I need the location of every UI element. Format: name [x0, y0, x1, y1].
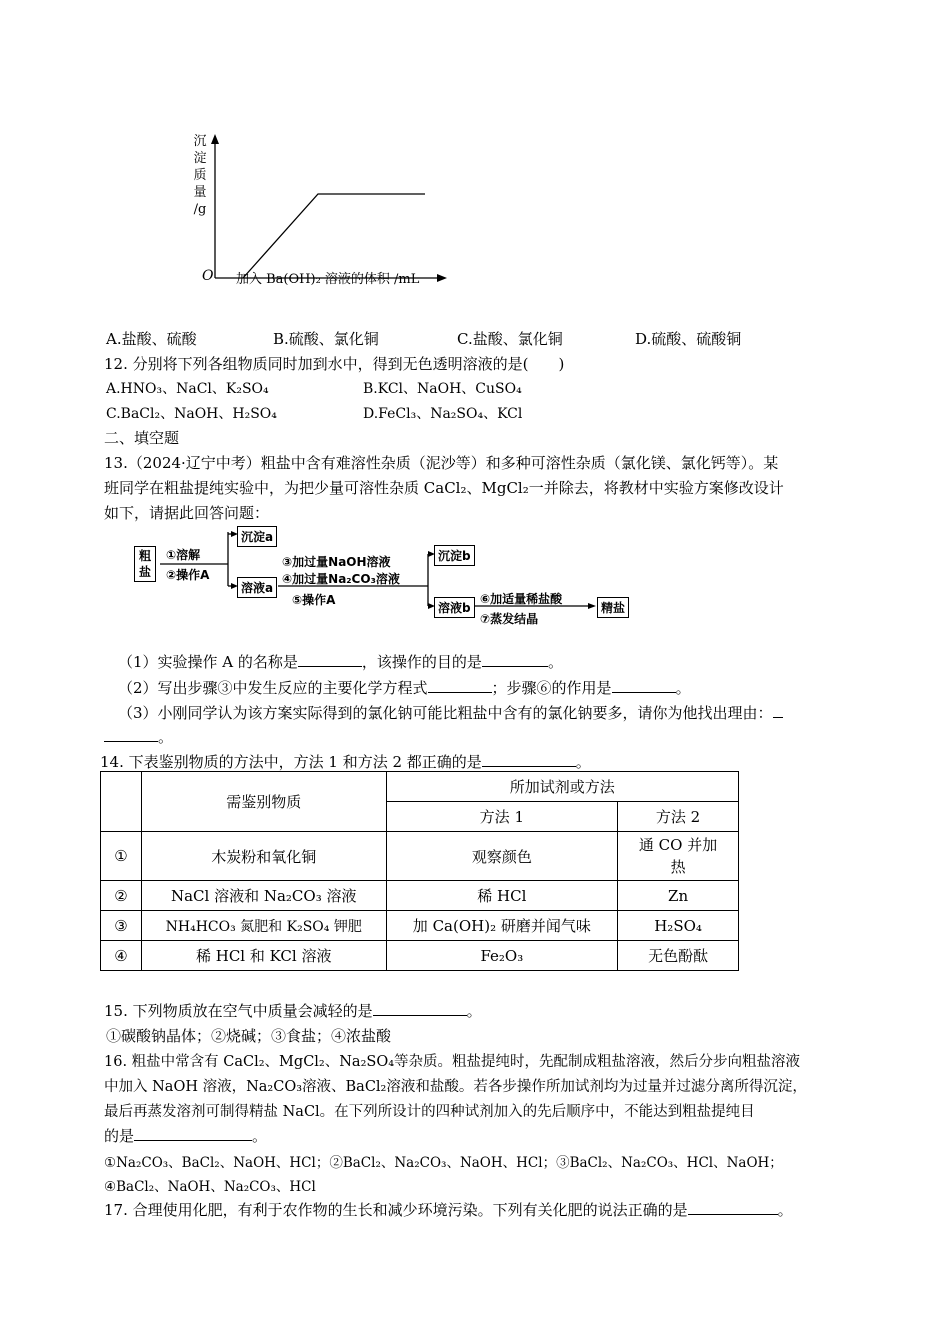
row-substance: 木炭粉和氧化铜	[141, 832, 386, 881]
q16-line4-text: 的是	[104, 1127, 135, 1145]
row-number: ②	[101, 881, 142, 911]
q13-line-2: 班同学在粗盐提纯实验中，为把少量可溶性杂质 CaCl₂、MgCl₂一并除去，将教材中实验方案修改设计	[104, 479, 784, 497]
q15-options: ①碳酸钠晶体；②烧碱；③食盐；④浓盐酸	[106, 1027, 392, 1045]
table-header-method-1: 方法 1	[386, 802, 618, 832]
q13-sub1-text: ，该操作的目的是	[361, 653, 482, 671]
table-row	[101, 911, 739, 941]
answer-blank[interactable]	[482, 652, 548, 667]
identification-table	[100, 771, 739, 971]
q14-stem-text: 14. 下表鉴别物质的方法中，方法 1 和方法 2 都正确的是	[100, 753, 482, 771]
q17-stem	[104, 1199, 793, 1220]
q12-option-a: A.HNO₃、NaCl、K₂SO₄	[106, 381, 269, 397]
ylabel-char: /g	[193, 202, 207, 217]
y-axis-arrow	[211, 134, 219, 144]
q15-stem-text: 15. 下列物质放在空气中质量会减轻的是	[104, 1002, 373, 1020]
table-header-substance: 需鉴别物质	[141, 772, 386, 832]
section-heading: 二、填空题	[104, 429, 180, 447]
ylabel-char: 质	[193, 168, 207, 183]
q15-stem-end: 。	[466, 1002, 482, 1020]
crude-salt-char: 盐	[138, 565, 151, 579]
ylabel-char: 沉	[193, 134, 207, 149]
q16-line-5: ①Na₂CO₃、BaCl₂、NaOH、HCl；②BaCl₂、Na₂CO₃、NaOH、HCl；③BaCl₂、Na₂CO₃、HCl、NaOH；	[104, 1155, 783, 1171]
q13-sub-2	[118, 677, 691, 698]
q11-option-d: D.硫酸、硫酸铜	[635, 330, 742, 348]
q16-line-4	[104, 1125, 267, 1146]
q13-line-3: 如下，请据此回答问题：	[104, 504, 270, 522]
answer-blank[interactable]	[482, 752, 576, 767]
answer-blank[interactable]	[773, 703, 783, 718]
row-method-2: Zn	[618, 881, 739, 911]
q16-line4-end: 。	[252, 1127, 268, 1145]
q13-sub2-text: 。	[675, 679, 691, 697]
graph-xlabel: 加入 Ba(OH)₂ 溶液的体积 /mL	[236, 272, 420, 287]
q12-option-b: B.KCl、NaOH、CuSO₄	[363, 381, 522, 397]
step-2-label: ②操作A	[166, 568, 210, 582]
step-6-label: ⑥加适量稀盐酸	[480, 592, 563, 606]
precipitate-a-box: 沉淀a	[237, 526, 277, 547]
row-method-2: H₂SO₄	[618, 911, 739, 941]
precipitate-curve	[243, 194, 425, 278]
answer-blank[interactable]	[298, 652, 362, 667]
step-1-label: ①溶解	[166, 548, 201, 562]
ylabel-char: 量	[193, 185, 207, 200]
ylabel-char: 淀	[193, 151, 207, 166]
q11-option-a: A.盐酸、硫酸	[106, 330, 197, 348]
q16-line-3: 最后再蒸发溶剂可制得精盐 NaCl。在下列所设计的四种试剂加入的先后顺序中，不能达到粗盐提纯目	[104, 1104, 755, 1120]
q11-option-c: C.盐酸、氯化铜	[457, 330, 563, 348]
row-method-1: 观察颜色	[386, 832, 618, 881]
row-method-1: 加 Ca(OH)₂ 研磨并闻气味	[386, 911, 618, 941]
graph-origin: O	[202, 268, 214, 284]
answer-blank[interactable]	[428, 678, 492, 693]
q12-option-c: C.BaCl₂、NaOH、H₂SO₄	[106, 406, 277, 422]
step-4-label: ④加过量Na₂CO₃溶液	[282, 572, 400, 586]
q13-sub-1	[118, 651, 563, 672]
q17-stem-text: 17. 合理使用化肥，有利于农作物的生长和减少环境污染。下列有关化肥的说法正确的是	[104, 1201, 688, 1219]
q15-stem	[104, 1000, 482, 1021]
answer-blank[interactable]	[373, 1001, 467, 1016]
row-number: ①	[101, 832, 142, 881]
q13-sub2-text: （2）写出步骤③中发生反应的主要化学方程式	[118, 679, 428, 697]
table-header-method-2: 方法 2	[618, 802, 739, 832]
q13-sub2-text: ；步骤⑥的作用是	[491, 679, 612, 697]
solution-b-box: 溶液b	[434, 597, 475, 618]
step-3-label: ③加过量NaOH溶液	[282, 555, 391, 569]
step-7-label: ⑦蒸发结晶	[480, 612, 539, 626]
q11-option-b: B.硫酸、氯化铜	[273, 330, 379, 348]
table-header-reagent: 所加试剂或方法	[386, 772, 738, 802]
row-method-1: Fe₂O₃	[386, 941, 618, 971]
q13-sub-3	[118, 702, 783, 723]
solution-a-box: 溶液a	[237, 577, 277, 598]
q17-stem-end: 。	[777, 1201, 793, 1219]
row-method-1: 稀 HCl	[386, 881, 618, 911]
answer-blank[interactable]	[612, 678, 676, 693]
q16-line-1: 16. 粗盐中常含有 CaCl₂、MgCl₂、Na₂SO₄等杂质。粗盐提纯时，先配制成粗盐溶液，然后分步向粗盐溶液	[104, 1054, 801, 1070]
x-axis-arrow	[437, 274, 447, 282]
q13-sub1-text: （1）实验操作 A 的名称是	[118, 653, 298, 671]
table-row	[101, 881, 739, 911]
q13-line-1: 13.（2024·辽宁中考）粗盐中含有难溶性杂质（泥沙等）和多种可溶性杂质（氯化镁、氯化钙等）。某	[104, 454, 779, 472]
q13-sub3-end: 。	[158, 728, 174, 746]
q13-sub1-text: 。	[547, 653, 563, 671]
crude-salt-box	[134, 546, 156, 582]
q16-line-2: 中加入 NaOH 溶液，Na₂CO₃溶液、BaCl₂溶液和盐酸。若各步操作所加试剂均为过量并过滤分离所得沉淀，	[104, 1079, 807, 1095]
fine-salt-box: 精盐	[597, 597, 629, 618]
q12-option-d: D.FeCl₃、Na₂SO₄、KCl	[363, 406, 523, 422]
table-row	[101, 941, 739, 971]
q16-line-6: ④BaCl₂、NaOH、Na₂CO₃、HCl	[104, 1179, 316, 1195]
row-substance: NH₄HCO₃ 氮肥和 K₂SO₄ 钾肥	[141, 911, 386, 941]
row-substance: NaCl 溶液和 Na₂CO₃ 溶液	[141, 881, 386, 911]
row-method-2: 通 CO 并加热	[618, 832, 739, 881]
q14-stem	[100, 751, 591, 772]
row-method-2: 无色酚酞	[618, 941, 739, 971]
row-number: ③	[101, 911, 142, 941]
q14-stem-end: 。	[575, 753, 591, 771]
q12-stem: 12. 分别将下列各组物质同时加到水中，得到无色透明溶液的是( )	[104, 355, 565, 373]
answer-blank[interactable]	[104, 727, 158, 742]
q13-sub-3-cont	[104, 726, 173, 747]
answer-blank[interactable]	[688, 1200, 778, 1215]
table-header-no	[101, 772, 142, 832]
row-substance: 稀 HCl 和 KCl 溶液	[141, 941, 386, 971]
precipitate-b-box: 沉淀b	[434, 545, 475, 566]
answer-blank[interactable]	[134, 1126, 252, 1141]
step-5-label: ⑤操作A	[292, 593, 336, 607]
q13-sub3-text: （3）小刚同学认为该方案实际得到的氯化钠可能比粗盐中含有的氯化钠要多，请你为他找出理由：	[118, 704, 773, 722]
row-number: ④	[101, 941, 142, 971]
graph-ylabel	[192, 133, 208, 218]
crude-salt-char: 粗	[138, 549, 151, 563]
table-row	[101, 832, 739, 881]
